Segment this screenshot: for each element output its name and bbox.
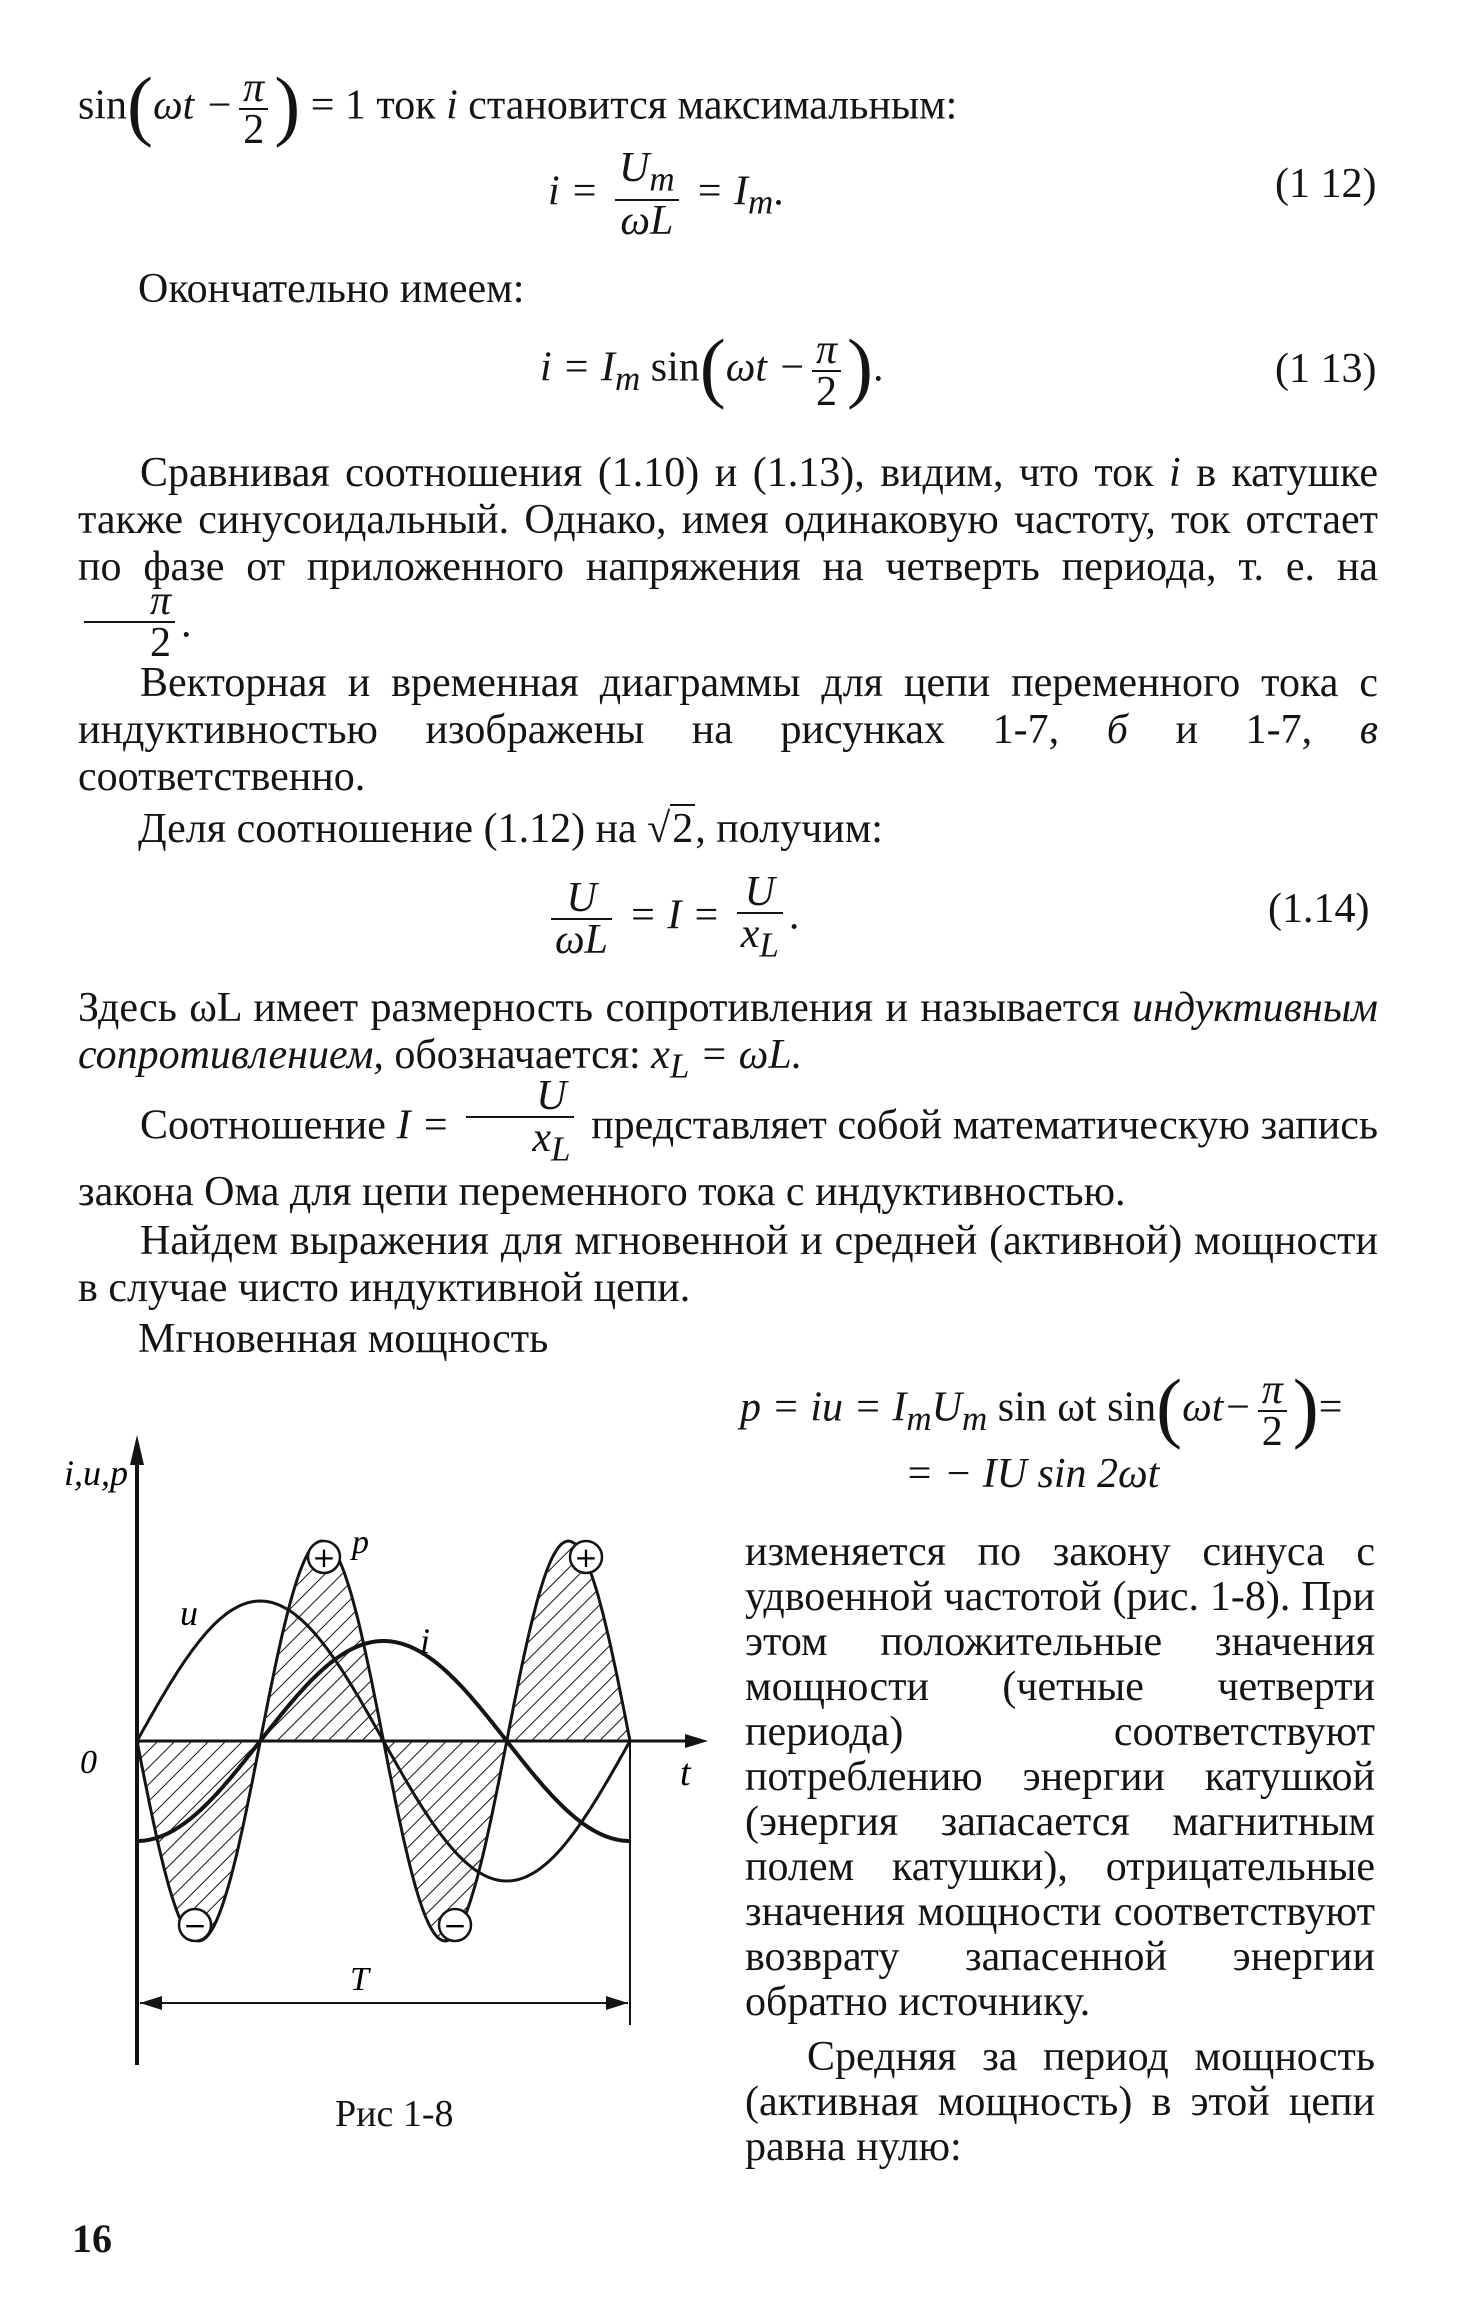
t-axis-label: t	[680, 1752, 691, 1794]
equation-1-12: i = $\frac{U_m}{\omega L}$ = $I_m$.	[548, 145, 784, 245]
sign-minus-2	[439, 1909, 471, 1942]
paragraph-reactance: Здесь ωL имеет размерность сопротивления и называется индуктивным сопротивлением, обозначается: $x_L = \omega L$.	[78, 985, 1378, 1086]
sign-minus-1	[179, 1909, 211, 1942]
svg-text:−: −	[443, 1909, 467, 1942]
finally-text: Окончательно имеем:	[138, 266, 525, 312]
u-label: u	[180, 1593, 198, 1633]
paragraph-comparison: Сравнивая соотношения (1.10) и (1.13), видим, что ток i в катушке также синусоидальный. Однако, имея одинаковую частоту, ток отстает по фазе от приложенного напряжения на четверть периода, т. е. на $\frac{\pi}{2}$ .	[78, 450, 1379, 666]
paragraph-diagrams: Векторная и временная диаграммы для цепи переменного тока с индуктивностью изображены на рисунках 1-7, б и 1-7, в соответственно.	[78, 660, 1379, 800]
equation-number-1-13: (1 13)	[1275, 346, 1377, 392]
sign-plus-2	[570, 1541, 602, 1574]
right-column-text: изменяется по закону синуса с удвоенной частотой (рис. 1-8). При этом положительные значения мощности (четные четверти периода) соответствуют потреблению энергии катушкой (энергия запасается магнитным полем катушки), отрицательные значения мощности соответствуют возврату запасенной энергии обратно источнику. Средняя за период мощность (активная мощность) в этой цепи равна нулю:	[745, 1529, 1375, 2170]
inst-power-label: Мгновенная мощность	[138, 1316, 549, 1362]
period-label: T	[350, 1961, 369, 1998]
svg-text:+: +	[312, 1541, 336, 1574]
i-label: i	[420, 1621, 431, 1661]
axis-label: i,u,p	[64, 1453, 129, 1493]
top-line: sin(ωt − $\frac{\pi}{2}$ ) = 1 ток i становится максимальным:	[78, 61, 958, 153]
y-axis-arrow	[130, 1435, 144, 1465]
figure-caption: Рис 1-8	[335, 2093, 454, 2135]
origin-label: 0	[80, 1744, 97, 1781]
svg-text:−: −	[183, 1909, 207, 1942]
paragraph-divide: Деля соотношение (1.12) на √2, получим:	[138, 806, 883, 852]
equation-number-1-14: (1.14)	[1268, 886, 1370, 932]
paragraph-power-intro: Найдем выражения для мгновенной и средней (активной) мощности в случае чисто индуктивной цепи.	[78, 1218, 1378, 1311]
figure-1-8	[64, 1425, 720, 2085]
power-equation-line1: p = iu = $I_mU_m$ sin ωt sin(ωt− $\frac{\pi}{2}$ )=	[740, 1363, 1343, 1455]
power-equation-line2: = − IU sin 2ωt	[905, 1451, 1160, 1497]
paragraph-ohm-law: Соотношение I = $\frac{U}{x_L}$ представляет собой математическую запись закона Ома для цепи переменного тока с индуктивностью.	[78, 1073, 1379, 1216]
svg-text:+: +	[574, 1541, 598, 1574]
page-number: 16	[72, 2216, 112, 2261]
equation-1-13: $i = I_m$ sin(ωt − $\frac{\pi}{2}$ ).	[540, 323, 884, 415]
equation-1-14: $\frac{U}{\omega L}$ = I = $\frac{U}{x_L}$ .	[545, 872, 799, 965]
x-axis-arrow	[685, 1734, 708, 1748]
equation-number-1-12: (1 12)	[1275, 161, 1377, 207]
p-label: p	[352, 1524, 369, 1561]
sign-plus-1	[308, 1541, 340, 1574]
